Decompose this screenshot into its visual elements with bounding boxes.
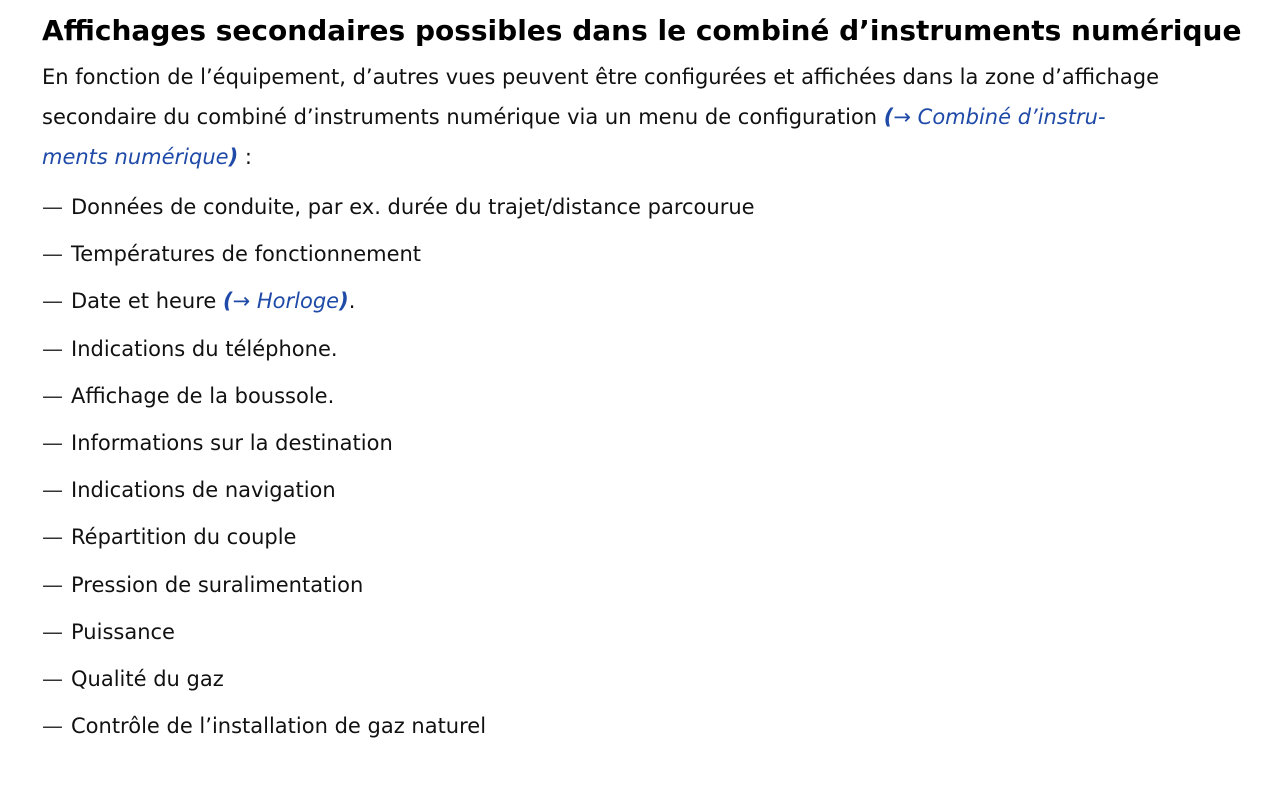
list-item: [42, 467, 755, 514]
link-open-paren: (: [223, 289, 233, 314]
list-item-text: Données de conduite, par ex. durée du trajet/distance parcourue: [71, 195, 755, 219]
clock-link[interactable]: [223, 289, 349, 313]
dash-bullet: —: [42, 572, 63, 597]
list-item-text: Pression de suralimentation: [71, 572, 364, 597]
dash-bullet: —: [42, 336, 63, 361]
combined-instruments-link-continued[interactable]: [42, 145, 238, 169]
page-title: Affichages secondaires possibles dans le combiné d’instruments numérique: [42, 14, 1242, 47]
list-item: [42, 514, 755, 561]
list-item-text: Qualité du gaz: [71, 666, 224, 691]
list-item-text: Affichage de la boussole.: [71, 383, 335, 408]
link-text-part-2: ments numérique: [42, 145, 229, 169]
list-item-text: Répartition du couple: [71, 525, 297, 550]
link-close-paren: ): [339, 289, 349, 314]
list-item-suffix: .: [348, 289, 356, 314]
intro-line-3-suffix: :: [238, 145, 252, 169]
list-item-text: Contrôle de l’installation de gaz naturel: [71, 714, 487, 739]
link-text-part-1: → Combiné d’instru-: [893, 105, 1106, 129]
dash-bullet: —: [42, 383, 63, 408]
list-item-text: Informations sur la destination: [71, 430, 393, 455]
intro-line-1: En fonction de l’équipement, d’autres vues peuvent être configurées et affichées dans la zone d’affichage: [42, 65, 1159, 89]
dash-bullet: —: [42, 195, 63, 219]
intro-line-3: [42, 137, 1247, 177]
secondary-display-list: [42, 184, 755, 750]
list-item: [42, 231, 755, 278]
list-item: [42, 326, 755, 373]
combined-instruments-link[interactable]: [884, 105, 1106, 129]
link-open-paren: (: [883, 105, 894, 129]
list-item: [42, 703, 755, 750]
list-item: [42, 420, 755, 467]
dash-bullet: —: [42, 666, 63, 691]
clock-link-text: → Horloge: [232, 289, 340, 314]
list-item: [42, 656, 755, 703]
list-item-text: Puissance: [71, 619, 175, 644]
list-item: [42, 562, 755, 609]
dash-bullet: —: [42, 430, 63, 455]
dash-bullet: —: [42, 714, 63, 739]
dash-bullet: —: [42, 289, 63, 314]
intro-paragraph: [42, 57, 1247, 177]
list-item-text: Indications du téléphone.: [71, 336, 338, 361]
list-item-text: Températures de fonctionnement: [71, 242, 422, 267]
list-item: [42, 373, 755, 420]
dash-bullet: —: [42, 478, 63, 503]
list-item: [42, 609, 755, 656]
list-item: [42, 184, 755, 231]
list-item-text: Date et heure: [71, 289, 224, 314]
intro-line-2: [42, 97, 1247, 137]
intro-line-2-text: secondaire du combiné d’instruments numérique via un menu de configuration: [42, 105, 884, 129]
link-close-paren: ): [228, 145, 239, 169]
dash-bullet: —: [42, 619, 63, 644]
dash-bullet: —: [42, 242, 63, 267]
list-item-text: Indications de navigation: [71, 478, 336, 503]
dash-bullet: —: [42, 525, 63, 550]
list-item: [42, 278, 755, 325]
